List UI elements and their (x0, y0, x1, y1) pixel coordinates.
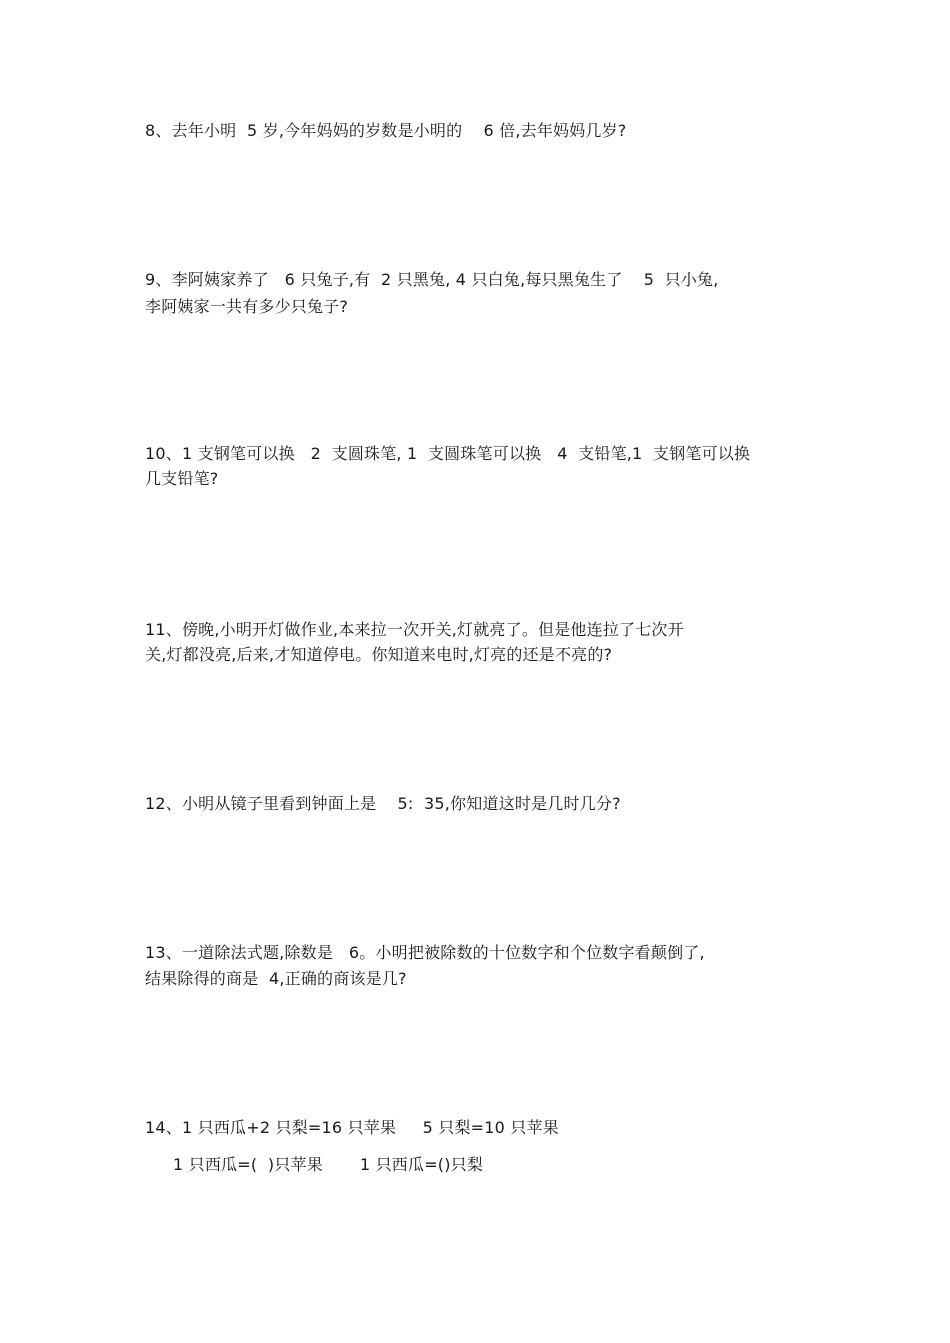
question-8-line-1: 8、去年小明 5 岁,今年妈妈的岁数是小明的 6 倍,去年妈妈几岁? (145, 121, 627, 140)
question-14-line-2: 1 只西瓜=( )只苹果 1 只西瓜=()只梨 (173, 1155, 484, 1174)
question-10-line-1: 10、1 支钢笔可以换 2 支圆珠笔, 1 支圆珠笔可以换 4 支铅笔,1 支钢笔可以换 (145, 444, 751, 463)
question-9-line-1: 9、李阿姨家养了 6 只兔子,有 2 只黑兔, 4 只白兔,每只黑兔生了 5 只小兔, (145, 270, 719, 289)
question-11-line-2: 关,灯都没亮,后来,才知道停电。你知道来电时,灯亮的还是不亮的? (145, 645, 613, 664)
question-13-line-1: 13、一道除法式题,除数是 6。小明把被除数的十位数字和个位数字看颠倒了, (145, 943, 705, 962)
question-9-line-2: 李阿姨家一共有多少只兔子? (145, 297, 349, 316)
question-13-line-2: 结果除得的商是 4,正确的商该是几? (145, 969, 407, 988)
question-14-line-1: 14、1 只西瓜+2 只梨=16 只苹果 5 只梨=10 只苹果 (145, 1118, 559, 1137)
question-11-line-1: 11、傍晚,小明开灯做作业,本来拉一次开关,灯就亮了。但是他连拉了七次开 (145, 620, 684, 639)
question-12-line-1: 12、小明从镜子里看到钟面上是 5: 35,你知道这时是几时几分? (145, 794, 621, 813)
question-10-line-2: 几支铅笔? (145, 469, 219, 488)
